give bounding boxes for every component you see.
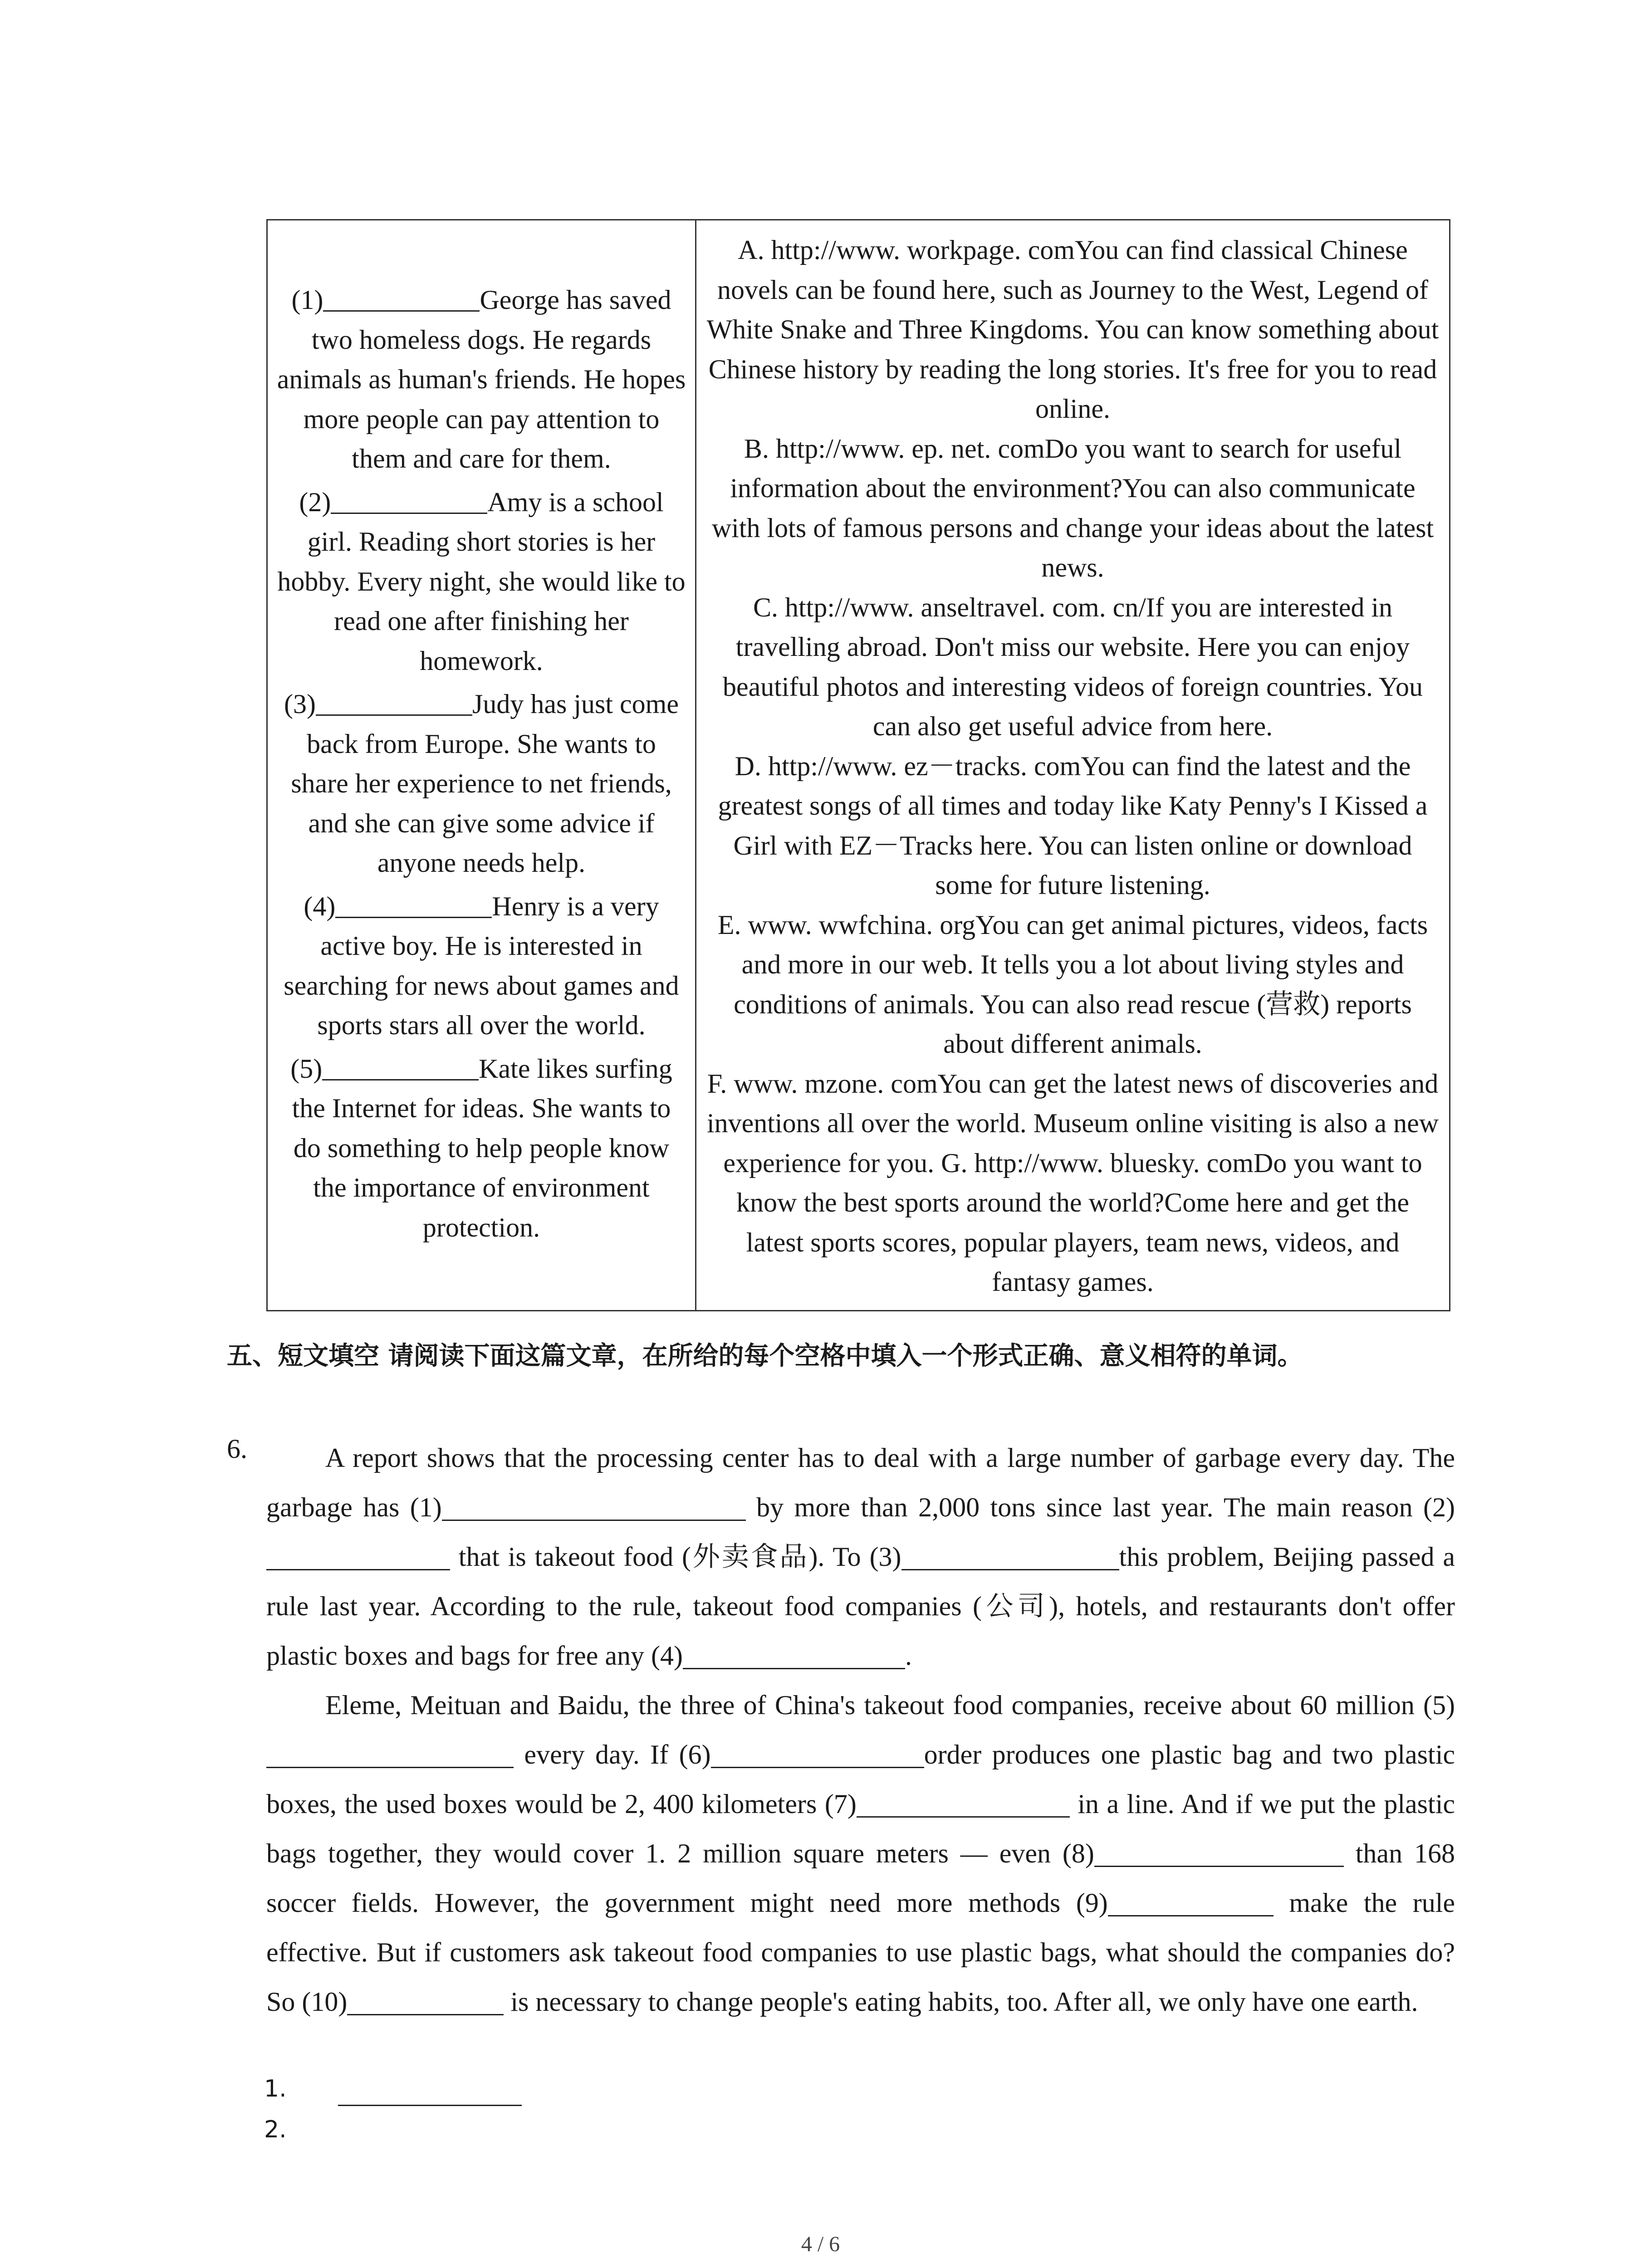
answer-label-2: 2. bbox=[264, 2116, 287, 2143]
matching-table bbox=[266, 219, 1450, 1311]
answer-blank-3[interactable] bbox=[316, 686, 472, 716]
website-c: C. http://www. anseltravel. com. cn/If you are interested in travelling abroad. Don't miss our website. Here you can enjoy beautiful photos and interesting videos of foreign countries. You can also get useful advice from here. bbox=[722, 592, 1423, 741]
person-item-5 bbox=[277, 1049, 686, 1248]
person-text: Judy has just come back from Europe. She wants to share her experience to net friends, and she can give some advice if anyone needs help. bbox=[291, 689, 679, 878]
answer-blank-5[interactable] bbox=[322, 1051, 479, 1080]
cloze-blank-6[interactable] bbox=[711, 1736, 924, 1768]
cloze-blank-3[interactable] bbox=[901, 1538, 1119, 1570]
person-item-3 bbox=[277, 684, 686, 883]
cloze-blank-7[interactable] bbox=[857, 1785, 1070, 1818]
website-a: A. http://www. workpage. comYou can find classical Chinese novels can be found here, such as Journey to the West, Legend of White Snake and Three Kingdoms. You can know something about Chinese history by reading the long stories. It's free for you to read online. bbox=[706, 235, 1439, 424]
cloze-blank-1[interactable] bbox=[442, 1489, 746, 1521]
passage-paragraph-2: Eleme, Meituan and Baidu, the three of China's takeout food companies, receive about 60 million (5) every day. If (6) order produces one plastic bag and two plastic boxes, the used boxes would be 2, 400 kilometers (7) in a line. And if we put the plastic bags together, they would cover 1. 2 million square meters — even (8) than 168 soccer fields. However, the government might need more methods (9) make the rule effective. But if customers ask takeout food companies to use plastic bags, what should the companies do? So (10) is necessary to change people's eating habits, too. After all, we only have one earth. bbox=[266, 1690, 1455, 2017]
item-number: (4) bbox=[304, 891, 336, 921]
cloze-blank-2[interactable] bbox=[266, 1538, 450, 1570]
person-text: Henry is a very active boy. He is interested in searching for news about games and sports stars all over the world. bbox=[284, 891, 679, 1040]
person-item-1 bbox=[277, 280, 686, 479]
section-heading: 五、短文填空 请阅读下面这篇文章，在所给的每个空格中填入一个形式正确、意义相符的单词。 bbox=[227, 1341, 1303, 1371]
answer-blank-2[interactable] bbox=[331, 484, 487, 514]
answer-blank-1[interactable] bbox=[323, 282, 480, 312]
website-e: E. www. wwfchina. orgYou can get animal pictures, videos, facts and more in our web. It tells you a lot about living styles and conditions of animals. You can also read rescue (营救) reports about different animals. bbox=[717, 909, 1428, 1059]
people-column bbox=[268, 220, 696, 1310]
passage-paragraph-1: A report shows that the processing center has to deal with a large number of garbage every day. The garbage has (1) by more than 2,000 tons since last year. The main reason (2) that is takeout food (外卖食品). To (3) this problem, Beijing passed a rule last year. According to the rule, takeout food companies (公司), hotels, and restaurants don't offer plastic boxes and bags for free any (4) . bbox=[266, 1443, 1455, 1671]
cloze-blank-4[interactable] bbox=[683, 1637, 905, 1669]
answer-line-1[interactable] bbox=[338, 2105, 522, 2106]
websites-column bbox=[696, 220, 1449, 1310]
website-b: B. http://www. ep. net. comDo you want to search for useful information about the environment?You can also communicate with lots of famous persons and change your ideas about the latest news. bbox=[711, 433, 1434, 582]
person-text: Kate likes surfing the Internet for ideas. She wants to do something to help people know the importance of environment protection. bbox=[292, 1053, 672, 1242]
person-text: George has saved two homeless dogs. He regards animals as human's friends. He hopes more people can pay attention to them and care for them. bbox=[277, 285, 686, 474]
answer-label-1: 1. bbox=[264, 2075, 287, 2102]
cloze-blank-9[interactable] bbox=[1108, 1884, 1274, 1916]
person-item-4 bbox=[277, 887, 686, 1046]
answer-blank-4[interactable] bbox=[335, 889, 492, 918]
cloze-passage bbox=[266, 1433, 1455, 2027]
item-number: (1) bbox=[291, 285, 323, 315]
website-f-g: F. www. mzone. comYou can get the latest news of discoveries and inventions all over the world. Museum online visiting is also a new experience for you. G. http://www. bluesky. comDo you want to know the best sports around the world?Come here and get the latest sports scores, popular players, team news, videos, and fantasy games. bbox=[706, 1068, 1439, 1297]
person-item-2 bbox=[277, 483, 686, 681]
page-number: 4 / 6 bbox=[801, 2232, 840, 2256]
item-number: (2) bbox=[299, 487, 331, 517]
item-number: (3) bbox=[284, 689, 316, 719]
cloze-blank-5[interactable] bbox=[266, 1736, 514, 1768]
cloze-blank-10[interactable] bbox=[347, 1983, 504, 2015]
item-number: (5) bbox=[290, 1053, 323, 1084]
person-text: Amy is a school girl. Reading short stories is her hobby. Every night, she would like to read one after finishing her homework. bbox=[277, 487, 686, 676]
cloze-blank-8[interactable] bbox=[1094, 1835, 1344, 1867]
question-number: 6. bbox=[227, 1434, 247, 1464]
website-d: D. http://www. ez－tracks. comYou can find the latest and the greatest songs of all times and today like Katy Penny's I Kissed a Girl with EZ－Tracks here. You can listen online or download some for future listening. bbox=[718, 751, 1428, 900]
